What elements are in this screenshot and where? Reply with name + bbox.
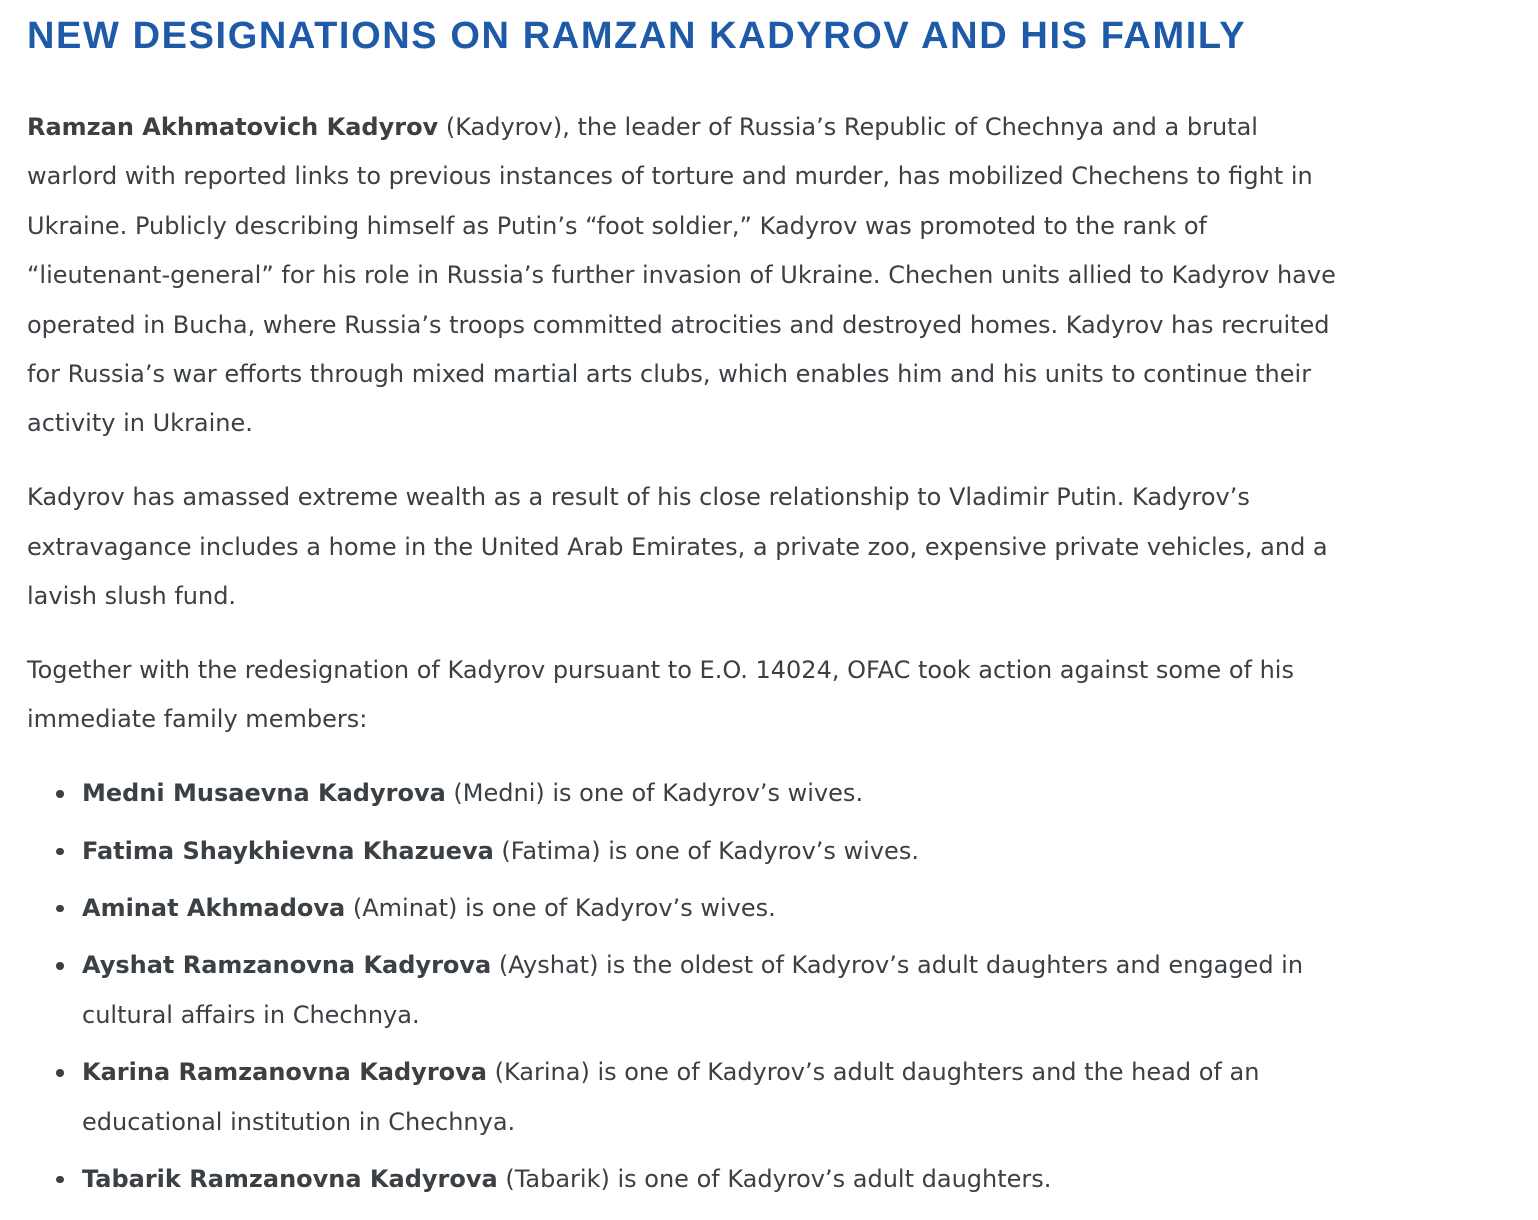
family-member-item <box>82 941 1517 1040</box>
family-members-list <box>27 769 1517 1204</box>
text-run: extravagance includes a home in the United Arab Emirates, a private zoo, expensive private vehicles, and a <box>27 532 1328 561</box>
text-run: immediate family members: <box>27 705 368 734</box>
text-line <box>27 152 1517 201</box>
text-run: Together with the redesignation of Kadyrov pursuant to E.O. 14024, OFAC took action against some of his <box>27 655 1294 684</box>
text-run: educational institution in Chechnya. <box>82 1107 516 1136</box>
text-run: (Fatima) is one of Kadyrov’s wives. <box>493 836 919 865</box>
text-run: cultural affairs in Chechnya. <box>82 1000 420 1029</box>
text-run: (Karina) is one of Kadyrov’s adult daughters and the head of an <box>486 1058 1260 1087</box>
text-run: for Russia’s war efforts through mixed martial arts clubs, which enables him and his units to continue their <box>27 359 1312 388</box>
text-line <box>82 941 1517 990</box>
paragraph <box>27 473 1517 621</box>
text-line <box>82 827 1517 876</box>
text-run: (Aminat) is one of Kadyrov’s wives. <box>345 893 776 922</box>
text-line <box>27 646 1517 695</box>
text-line <box>82 991 1517 1040</box>
text-line <box>82 769 1517 818</box>
paragraphs <box>27 103 1517 745</box>
text-run: activity in Ukraine. <box>27 409 253 438</box>
paragraph <box>27 646 1517 745</box>
text-run: (Tabarik) is one of Kadyrov’s adult daughters. <box>497 1164 1052 1193</box>
family-member-item <box>82 884 1517 933</box>
sanctioned-name: Medni Musaevna Kadyrova <box>82 779 446 808</box>
text-line <box>27 251 1517 300</box>
sanctioned-name: Tabarik Ramzanovna Kadyrova <box>82 1164 498 1193</box>
text-line <box>27 399 1517 448</box>
text-line <box>27 473 1517 522</box>
sanctioned-name: Karina Ramzanovna Kadyrova <box>82 1058 487 1087</box>
text-line <box>27 103 1517 152</box>
text-line <box>82 884 1517 933</box>
text-line <box>82 1098 1517 1147</box>
text-run: warlord with reported links to previous instances of torture and murder, has mobilized Chechens to fight in <box>27 162 1313 191</box>
text-run: Kadyrov has amassed extreme wealth as a result of his close relationship to Vladimir Putin. Kadyrov’s <box>27 483 1250 512</box>
sanctioned-name: Ayshat Ramzanovna Kadyrova <box>82 951 492 980</box>
sanctioned-name: Ramzan Akhmatovich Kadyrov <box>27 113 439 141</box>
text-line <box>27 523 1517 572</box>
text-line <box>27 350 1517 399</box>
family-member-item <box>82 769 1517 818</box>
family-member-item <box>82 827 1517 876</box>
text-run: “lieutenant-general” for his role in Russia’s further invasion of Ukraine. Chechen units allied to Kadyrov have <box>27 261 1336 290</box>
text-line <box>82 1048 1517 1097</box>
sanctioned-name: Aminat Akhmadova <box>82 893 346 922</box>
page-title: NEW DESIGNATIONS ON RAMZAN KADYROV AND HIS FAMILY <box>27 15 1247 57</box>
family-member-item <box>82 1048 1517 1147</box>
text-line <box>82 1155 1517 1204</box>
family-member-item <box>82 1155 1517 1204</box>
text-run: (Kadyrov), the leader of Russia’s Republic of Chechnya and a brutal <box>438 113 1258 141</box>
text-run: (Ayshat) is the oldest of Kadyrov’s adult daughters and engaged in <box>491 951 1304 980</box>
text-line <box>27 202 1517 251</box>
text-line <box>27 695 1517 744</box>
paragraph <box>27 103 1517 449</box>
text-line <box>27 301 1517 350</box>
text-run: (Medni) is one of Kadyrov’s wives. <box>445 779 864 808</box>
text-run: lavish slush fund. <box>27 582 237 611</box>
text-run: Ukraine. Publicly describing himself as Putin’s “foot soldier,” Kadyrov was promoted to the rank of <box>27 211 1207 240</box>
text-line <box>27 572 1517 621</box>
text-run: operated in Bucha, where Russia’s troops committed atrocities and destroyed homes. Kadyrov has recruited <box>27 310 1330 339</box>
sanctioned-name: Fatima Shaykhievna Khazueva <box>82 836 494 865</box>
